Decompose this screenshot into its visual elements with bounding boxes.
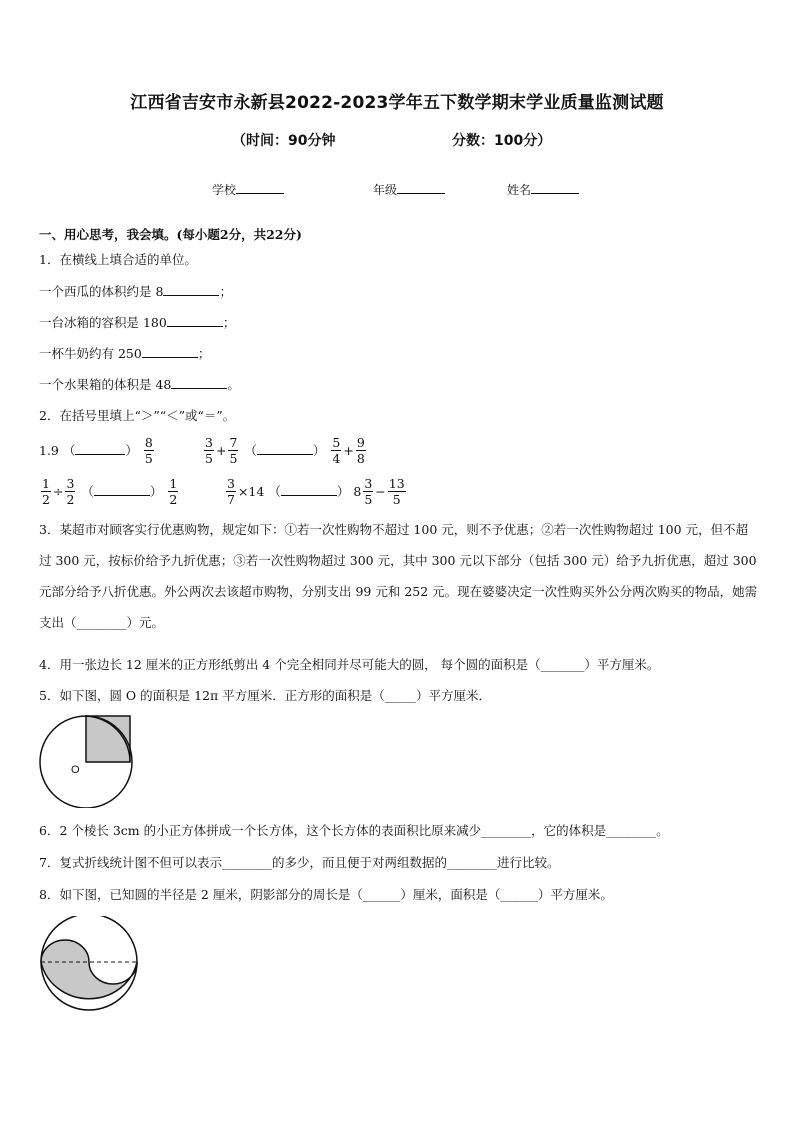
shaded-region <box>41 940 137 999</box>
exam-score: 分数：100分） <box>452 133 552 149</box>
school-label: 学校 <box>212 183 237 197</box>
q2-compare-2: $\frac{3}{5}$ + $\frac{7}{5}$ （ ） $\frac{5}{4}$ + $\frac{9}{8}$ <box>205 434 365 466</box>
school-field[interactable] <box>212 181 284 198</box>
grade-label: 年级 <box>373 183 398 197</box>
q2-stem: 2．在括号里填上“＞”“＜”或“＝”。 <box>39 408 236 423</box>
answer-blank[interactable] <box>142 345 198 358</box>
q5-circle-square-figure <box>38 714 134 808</box>
q2-compare-4: $\frac{3}{7}$ ×14 （ ） 8 $\frac{3}{5}$ − $\frac{13}{5}$ <box>227 475 405 507</box>
q1-a: 一个西瓜的体积约是 8 ； <box>39 284 232 299</box>
q1-c: 一杯牛奶约有 250 ； <box>39 346 211 361</box>
q6-text: 6．2 个棱长 3cm 的小正方体拼成一个长方体，这个长方体的表面积比原来减少________，它的体积是________。 <box>39 823 669 838</box>
q2-compare-1: 1.9 （ ） $\frac{8}{5}$ <box>39 434 153 466</box>
answer-blank[interactable] <box>163 283 219 296</box>
center-label: O <box>71 764 80 776</box>
q8-taiji-figure <box>37 916 141 1012</box>
q1-d: 一个水果箱的体积是 48 。 <box>39 377 240 392</box>
q4-text: 4．用一张边长 12 厘米的正方形纸剪出 4 个完全相同并尽可能大的圆， 每个圆的面积是（_______）平方厘米。 <box>39 657 660 672</box>
q5-text: 5．如下图，圆 O 的面积是 12π 平方厘米．正方形的面积是（_____）平方厘米． <box>39 688 491 703</box>
page-title: 江西省吉安市永新县2022-2023学年五下数学期末学业质量监测试题 <box>130 93 664 113</box>
answer-blank[interactable] <box>171 376 227 389</box>
q1-b: 一台冰箱的容积是 180 ； <box>39 315 236 330</box>
q1-stem: 1．在横线上填合适的单位。 <box>39 252 197 267</box>
answer-blank[interactable] <box>75 442 125 455</box>
q3-text: 3．某超市对顾客实行优惠购物，规定如下：①若一次性购物不超过 100 元，则不予优惠；②若一次性购物超过 100 元，但不超过 300 元，按标价给予九折优惠；③若一次性购物超过 300 元，其中 300 元以下部分（包括 300 元）给予九折优惠，超过 300 元部分给予八折优惠。外公两次去该超市购物，分别支出 99 元和 252 元。现在婆婆决定一次性购买外公分两次购买的物品，她需支出（________）元。 <box>39 522 758 630</box>
exam-time: （时间：90分钟 <box>232 133 336 149</box>
answer-blank[interactable] <box>94 483 150 496</box>
name-label: 姓名 <box>507 183 532 197</box>
answer-blank[interactable] <box>257 442 313 455</box>
name-field[interactable] <box>507 181 579 198</box>
answer-blank[interactable] <box>281 483 337 496</box>
q7-text: 7．复式折线统计图不但可以表示________的多少，而且便于对两组数据的________进行比较。 <box>39 855 560 870</box>
grade-field[interactable] <box>373 181 445 198</box>
q8-text: 8．如下图，已知圆的半径是 2 厘米，阴影部分的周长是（______）厘米，面积是（______）平方厘米。 <box>39 887 613 902</box>
answer-blank[interactable] <box>167 314 223 327</box>
section-heading: 一、用心思考，我会填。(每小题2分，共22分) <box>39 227 302 242</box>
q2-compare-3: $\frac{1}{2}$ ÷ $\frac{3}{2}$ （ ） $\frac{1}{2}$ <box>42 475 178 507</box>
